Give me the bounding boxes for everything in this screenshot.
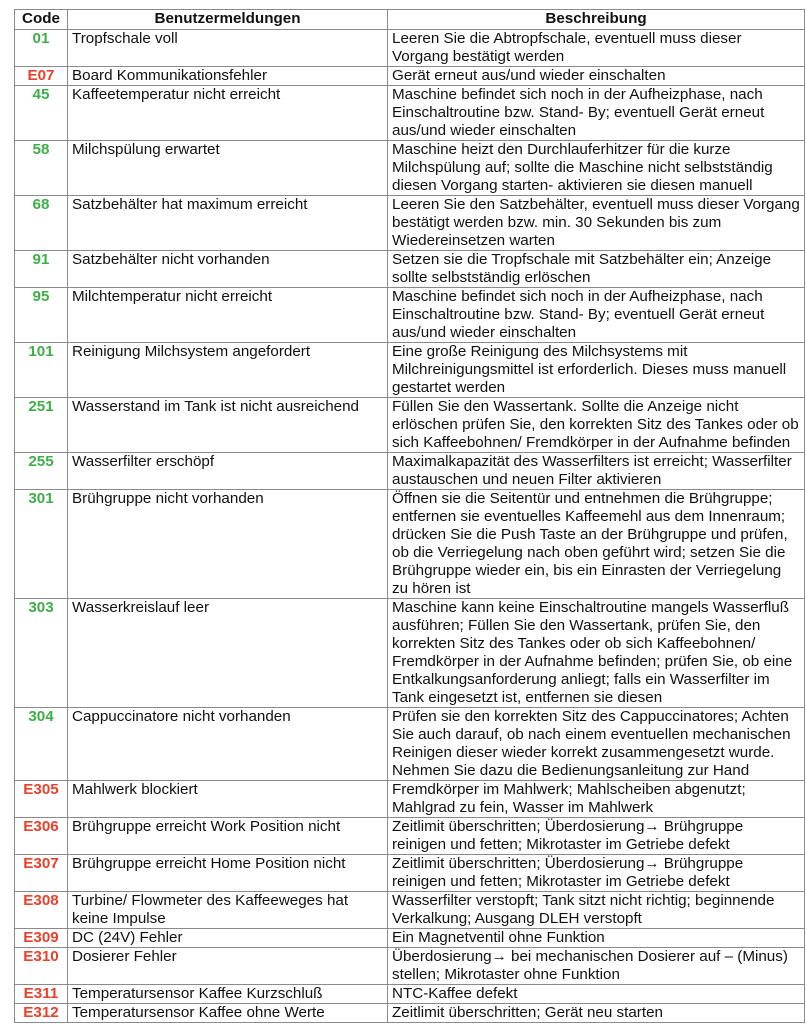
description-cell: Maschine befindet sich noch in der Aufheizphase, nach Einschaltroutine bzw. Stand- By; eventuell Gerät erneut aus/und wieder einschalten [388,86,805,141]
message-cell: Satzbehälter nicht vorhanden [68,251,388,288]
description-cell: Eine große Reinigung des Milchsystems mit Milchreinigungsmittel ist erforderlich. Dieses muss manuell gestartet werden [388,343,805,398]
message-cell: Wasserfilter erschöpf [68,453,388,490]
table-row [15,855,805,892]
table-row [15,490,805,599]
code-cell: E07 [15,67,68,86]
message-cell: Mahlwerk blockiert [68,781,388,818]
table-row [15,948,805,985]
table-row [15,67,805,86]
description-cell: Öffnen sie die Seitentür und entnehmen die Brühgruppe; entfernen sie eventuelles Kaffeemehl aus dem Innenraum; drücken Sie die Push Taste an der Brühgruppe und prüfen, ob die Verriegelung nach oben geführt wird; setzen Sie die Brühgruppe wieder ein, bis ein Einrasten der Verriegelung zu hören ist [388,490,805,599]
table-row [15,818,805,855]
message-cell: Milchspülung erwartet [68,141,388,196]
table-row [15,453,805,490]
message-cell: Wasserstand im Tank ist nicht ausreichend [68,398,388,453]
header-code: Code [15,10,68,30]
description-cell: Überdosierung→ bei mechanischen Dosierer auf – (Minus) stellen; Mikrotaster ohne Funktion [388,948,805,985]
description-cell: Wasserfilter verstopft; Tank sitzt nicht richtig; beginnende Verkalkung; Ausgang DLEH verstopft [388,892,805,929]
description-cell: Gerät erneut aus/und wieder einschalten [388,67,805,86]
code-cell: E309 [15,929,68,948]
code-cell: E307 [15,855,68,892]
code-cell: 101 [15,343,68,398]
description-cell: NTC-Kaffee defekt [388,985,805,1004]
message-cell: Milchtemperatur nicht erreicht [68,288,388,343]
code-cell: 45 [15,86,68,141]
code-cell: 255 [15,453,68,490]
table-row [15,781,805,818]
code-cell: 95 [15,288,68,343]
description-cell: Maximalkapazität des Wasserfilters ist erreicht; Wasserfilter austauschen und neuen Filter aktivieren [388,453,805,490]
message-cell: Reinigung Milchsystem angefordert [68,343,388,398]
description-cell: Setzen sie die Tropfschale mit Satzbehälter ein; Anzeige sollte selbstständig erlöschen [388,251,805,288]
code-cell: E310 [15,948,68,985]
code-cell: 68 [15,196,68,251]
description-cell: Fremdkörper im Mahlwerk; Mahlscheiben abgenutzt; Mahlgrad zu fein, Wasser im Mahlwerk [388,781,805,818]
message-cell: Temperatursensor Kaffee ohne Werte [68,1004,388,1023]
message-cell: Brühgruppe erreicht Work Position nicht [68,818,388,855]
table-row [15,141,805,196]
code-cell: E308 [15,892,68,929]
code-cell: 01 [15,30,68,67]
table-row [15,288,805,343]
message-cell: Cappuccinatore nicht vorhanden [68,708,388,781]
code-cell: 301 [15,490,68,599]
code-cell: E306 [15,818,68,855]
code-cell: 303 [15,599,68,708]
header-description: Beschreibung [388,10,805,30]
code-cell: 251 [15,398,68,453]
description-cell: Ein Magnetventil ohne Funktion [388,929,805,948]
description-cell: Prüfen sie den korrekten Sitz des Cappuccinatores; Achten Sie auch darauf, ob nach einem eventuellen mechanischen Reinigen dieser wieder korrekt zusammengesetzt wurde. Nehmen Sie dazu die Bedienungsanleitung zur Hand [388,708,805,781]
description-cell: Zeitlimit überschritten; Gerät neu starten [388,1004,805,1023]
table-row [15,892,805,929]
table-row [15,985,805,1004]
code-cell: E305 [15,781,68,818]
message-cell: Turbine/ Flowmeter des Kaffeeweges hat keine Impulse [68,892,388,929]
code-cell: E312 [15,1004,68,1023]
table-body [15,30,805,1023]
description-cell: Maschine heizt den Durchlauferhitzer für die kurze Milchspülung auf; sollte die Maschine nicht selbstständig diesen Vorgang starten- aktivieren sie diesen manuell [388,141,805,196]
code-cell: 304 [15,708,68,781]
table-row [15,251,805,288]
message-cell: Board Kommunikationsfehler [68,67,388,86]
message-cell: Dosierer Fehler [68,948,388,985]
table-row [15,599,805,708]
description-cell: Maschine befindet sich noch in der Aufheizphase, nach Einschaltroutine bzw. Stand- By; eventuell Gerät erneut aus/und wieder einschalten [388,288,805,343]
description-cell: Leeren Sie die Abtropfschale, eventuell muss dieser Vorgang bestätigt werden [388,30,805,67]
description-cell: Füllen Sie den Wassertank. Sollte die Anzeige nicht erlöschen prüfen Sie, den korrekten Sitz des Tankes oder ob sich Kaffeebohnen/ Fremdkörper in der Aufnahme befinden [388,398,805,453]
header-message: Benutzermeldungen [68,10,388,30]
table-row [15,343,805,398]
table-row [15,86,805,141]
table-row [15,196,805,251]
error-code-table [14,9,805,1023]
message-cell: DC (24V) Fehler [68,929,388,948]
table-row [15,30,805,67]
message-cell: Wasserkreislauf leer [68,599,388,708]
table-header-row [15,10,805,30]
table-row [15,708,805,781]
message-cell: Brühgruppe nicht vorhanden [68,490,388,599]
message-cell: Tropfschale voll [68,30,388,67]
description-cell: Zeitlimit überschritten; Überdosierung→ Brühgruppe reinigen und fetten; Mikrotaster im Getriebe defekt [388,818,805,855]
code-cell: 58 [15,141,68,196]
table-row [15,929,805,948]
table-row [15,1004,805,1023]
description-cell: Zeitlimit überschritten; Überdosierung→ Brühgruppe reinigen und fetten; Mikrotaster im Getriebe defekt [388,855,805,892]
message-cell: Satzbehälter hat maximum erreicht [68,196,388,251]
code-cell: 91 [15,251,68,288]
code-cell: E311 [15,985,68,1004]
description-cell: Maschine kann keine Einschaltroutine mangels Wasserfluß ausführen; Füllen Sie den Wassertank, prüfen Sie, den korrekten Sitz des Tankes oder ob sich Kaffeebohnen/ Fremdkörper in der Aufnahme befinden; prüfen Sie, ob eine Entkalkungsanforderung anliegt; falls ein Wasserfilter im Tank eingesetzt ist, entfernen sie diesen [388,599,805,708]
description-cell: Leeren Sie den Satzbehälter, eventuell muss dieser Vorgang bestätigt werden bzw. min. 30 Sekunden bis zum Wiedereinsetzen warten [388,196,805,251]
message-cell: Temperatursensor Kaffee Kurzschluß [68,985,388,1004]
message-cell: Kaffeetemperatur nicht erreicht [68,86,388,141]
table-row [15,398,805,453]
message-cell: Brühgruppe erreicht Home Position nicht [68,855,388,892]
